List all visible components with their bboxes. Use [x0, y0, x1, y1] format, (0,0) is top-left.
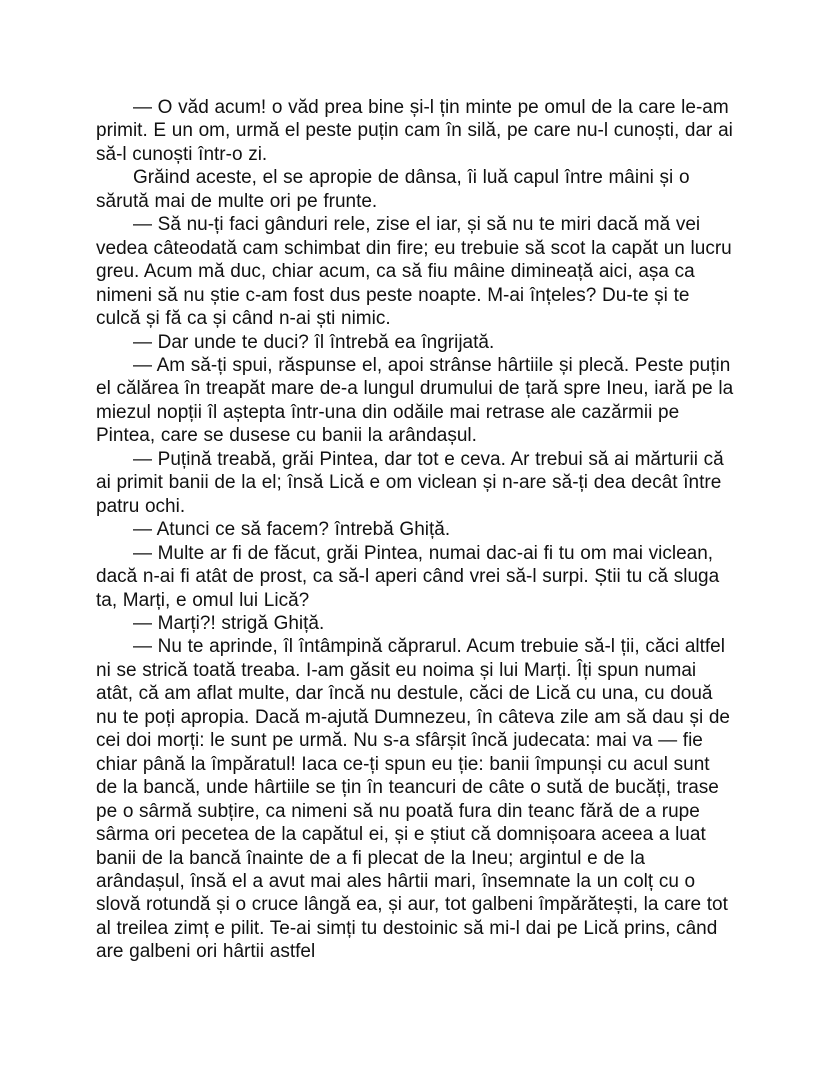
paragraph: — Multe ar fi de făcut, grăi Pintea, numai dac-ai fi tu om mai viclean, dacă n-ai fi atât de prost, ca să-l aperi când vrei să-l surpi. Știi tu că sluga ta, Marți, e omul lui Lică? — [96, 542, 720, 611]
text-body — [96, 96, 736, 964]
paragraph: — Atunci ce să facem? întrebă Ghiță. — [133, 519, 451, 541]
paragraph: Grăind aceste, el se apropie de dânsa, îi luă capul între mâini și o sărută mai de multe ori pe frunte. — [96, 167, 690, 212]
paragraph: — Dar unde te duci? îl întrebă ea îngrijată. — [133, 331, 495, 353]
paragraph: — Am să-ți spui, răspunse el, apoi strânse hârtiile și plecă. Peste puțin el călărea în treapăt mare de-a lungul drumului de țară spre Ineu, iară pe la miezul nopții îl aștepta într-una din odăile mai retrase ale cazărmii pe Pintea, care se dusese cu banii la arândașul. — [96, 354, 734, 447]
paragraph: — Să nu-ți faci gânduri rele, zise el iar, și să nu te miri dacă mă vei vedea câteodată cam schimbat din fire; eu trebuie să scot la capăt un lucru greu. Acum mă duc, chiar acum, ca să fiu mâine dimineață aici, așa ca nimeni să nu știe c-am fost dus peste noapte. M-ai înțeles? Du-te și te culcă și fă ca și când n-ai ști nimic. — [96, 214, 732, 330]
paragraph: — O văd acum! o văd prea bine și-l țin minte pe omul de la care le-am primit. E un om, urmă el peste puțin cam în silă, pe care nu-l cunoști, dar ai să-l cunoști într-o zi. — [96, 97, 733, 165]
paragraph: — Nu te aprinde, îl întâmpină căprarul. Acum trebuie să-l ții, căci altfel ni se strică toată treaba. I-am găsit eu noima și lui Marți. Îți spun numai atât, că am aflat multe, dar încă nu destule, căci de Lică cu una, cu două nu te poți apropia. Dacă m-ajută Dumnezeu, în câteva zile am să dau și de cei doi morți: le sunt pe urmă. Nu s-a sfârșit încă judecata: mai va — fie chiar până la împăratul! Iaca ce-ți spun eu ție: banii împunși cu acul sunt de la bancă, unde hârtiile se țin în teancuri de câte o sută de bucăți, trase pe o sârmă subțire, ca nimeni să nu poată fura din teanc fără de a rupe sârma ori pecetea de la capătul ei, și e știut că domnișoara aceea a luat banii de la bancă înainte de a fi plecat de la Ineu; argintul e de la arândașul, însă el a avut mai ales hârtii mari, însemnate la un colț cu o slovă rotundă și o cruce lângă ea, și aur, tot galbeni împărătești, la care tot al treilea zimț e pilit. Te-ai simți tu destoinic să mi-l dai pe Lică prins, când are galbeni ori hârtii astfel — [96, 636, 731, 963]
paragraph: — Puțină treabă, grăi Pintea, dar tot e ceva. Ar trebui să ai mărturii că ai primit banii de la el; însă Lică e om viclean și n-are să-ți dea decât între patru ochi. — [96, 448, 724, 517]
paragraph: — Marți?! strigă Ghiță. — [133, 612, 325, 634]
